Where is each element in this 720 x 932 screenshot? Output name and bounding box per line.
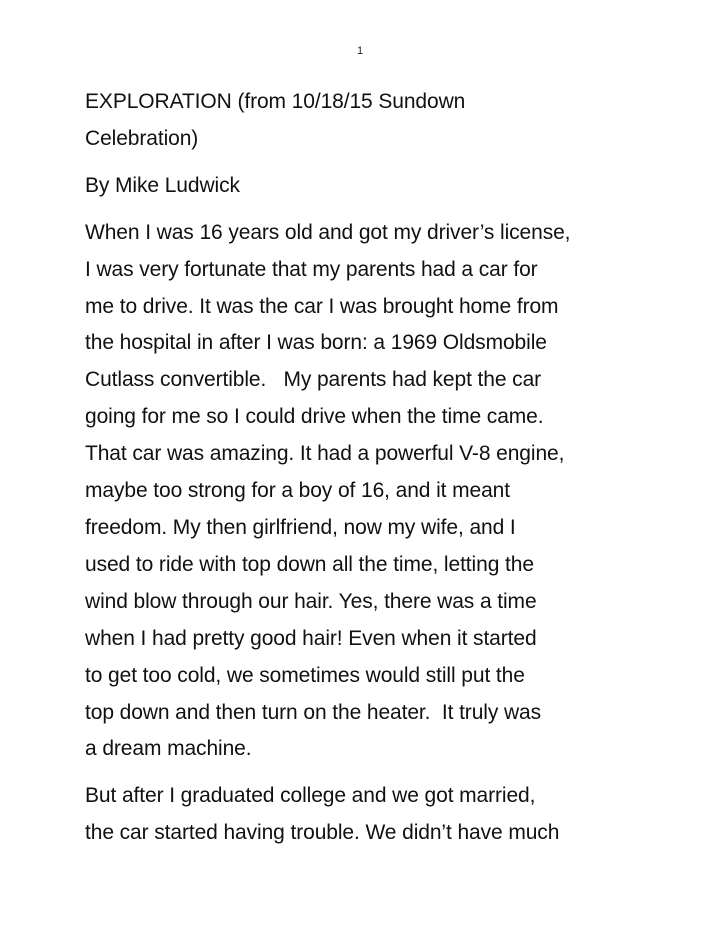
paragraph-1 (85, 215, 645, 769)
paragraph-line: the hospital in after I was born: a 1969 Oldsmobile (85, 331, 547, 355)
paragraph-line: That car was amazing. It had a powerful V-8 engine, (85, 442, 565, 466)
paragraph-line: when I had pretty good hair! Even when it started (85, 626, 537, 650)
paragraph-line: wind blow through our hair. Yes, there was a time (85, 589, 537, 613)
paragraph-line: Cutlass convertible. My parents had kept the car (85, 368, 542, 392)
paragraph-line: a dream machine. (85, 737, 252, 761)
paragraph-2 (85, 778, 645, 852)
byline-text: By Mike Ludwick (85, 173, 240, 197)
paragraph-line: used to ride with top down all the time, letting the (85, 552, 534, 576)
paragraph-line: me to drive. It was the car I was brought home from (85, 294, 559, 318)
paragraph-line: going for me so I could drive when the time came. (85, 405, 544, 429)
paragraph-line: the car started having trouble. We didn’t have much (85, 821, 560, 845)
title-line: Celebration) (85, 126, 199, 150)
paragraph-line: I was very fortunate that my parents had a car for (85, 257, 538, 281)
byline (85, 168, 645, 205)
page-number: 1 (356, 45, 364, 57)
paragraph-line: But after I graduated college and we got married, (85, 784, 536, 808)
paragraph-line: top down and then turn on the heater. It truly was (85, 700, 542, 724)
paragraph-line: to get too cold, we sometimes would still put the (85, 663, 525, 687)
paragraph-line: When I was 16 years old and got my driver’s license, (85, 220, 571, 244)
document-body (85, 84, 645, 862)
title-line: EXPLORATION (from 10/18/15 Sundown (85, 90, 466, 113)
title (85, 84, 645, 158)
paragraph-line: freedom. My then girlfriend, now my wife, and I (85, 515, 516, 539)
paragraph-line: maybe too strong for a boy of 16, and it meant (85, 479, 510, 503)
